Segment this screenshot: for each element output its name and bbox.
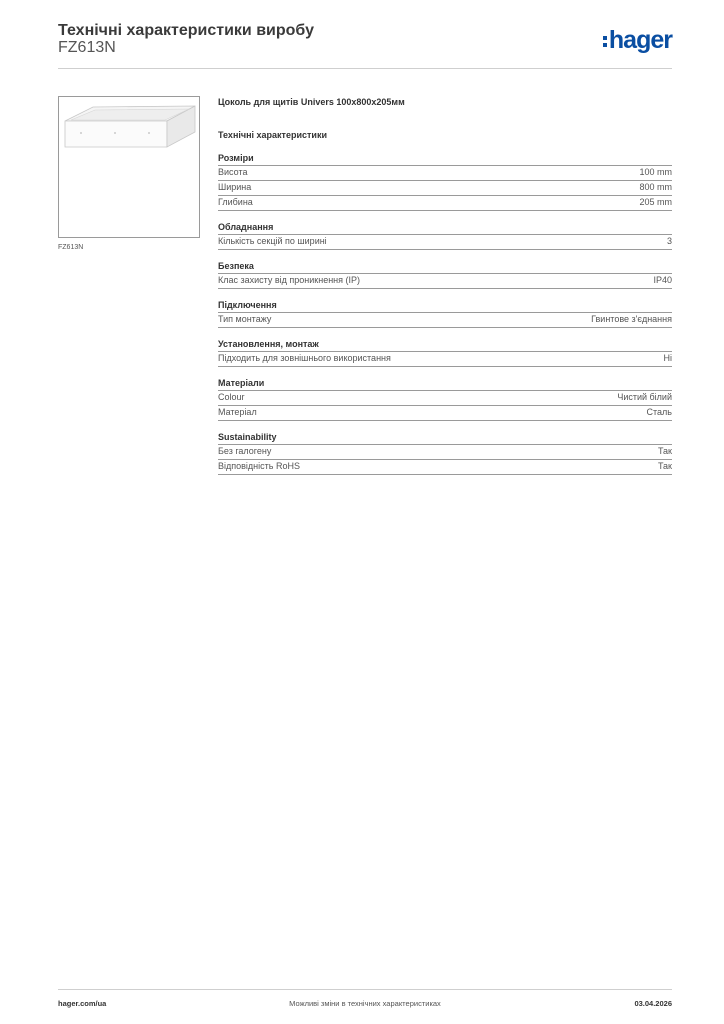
spec-value: 800 mm: [639, 182, 672, 192]
image-caption: FZ613N: [58, 244, 84, 251]
section-sustainability: [218, 431, 672, 475]
section-dimensions: [218, 152, 672, 211]
section-equipment: [218, 221, 672, 250]
section-title: Розміри: [218, 152, 672, 166]
logo-dots-icon: [603, 36, 607, 47]
section-title: Обладнання: [218, 221, 672, 235]
spec-value: Так: [657, 461, 672, 471]
spec-value: 3: [666, 236, 672, 246]
section-title: Sustainability: [218, 431, 672, 445]
spec-row: [218, 460, 672, 475]
section-title: Установлення, монтаж: [218, 338, 672, 352]
footer-date: 03.04.2026: [634, 999, 672, 1008]
spec-content: [218, 96, 672, 475]
spec-label: Без галогену: [218, 446, 272, 456]
spec-label: Відповідність RoHS: [218, 461, 300, 471]
spec-row: [218, 235, 672, 250]
spec-value: 100 mm: [639, 167, 672, 177]
section-title: Підключення: [218, 299, 672, 313]
spec-row: [218, 445, 672, 460]
spec-row: [218, 313, 672, 328]
spec-label: Клас захисту від проникнення (IP): [218, 275, 361, 285]
spec-value: Гвинтове з'єднання: [591, 314, 672, 324]
plinth-illustration: [59, 97, 199, 237]
spec-label: Підходить для зовнішнього використання: [218, 353, 391, 363]
section-connection: [218, 299, 672, 328]
spec-value: Ні: [663, 353, 672, 363]
page-title: Технічні характеристики виробу: [58, 22, 314, 39]
spec-row: [218, 391, 672, 406]
page-header: [58, 20, 672, 69]
footer-note: Можливі зміни в технічних характеристиках: [289, 999, 441, 1008]
spec-row: [218, 352, 672, 367]
spec-value: Чистий білий: [617, 392, 672, 402]
spec-row: [218, 181, 672, 196]
hager-logo: [603, 26, 672, 54]
spec-label: Тип монтажу: [218, 314, 272, 324]
product-name: Цоколь для щитів Univers 100x800x205мм: [218, 97, 405, 107]
spec-value: Так: [657, 446, 672, 456]
spec-row: [218, 166, 672, 181]
section-installation: [218, 338, 672, 367]
section-materials: [218, 377, 672, 421]
spec-value: Сталь: [646, 407, 672, 417]
spec-heading: Технічні характеристики: [218, 130, 327, 140]
section-safety: [218, 260, 672, 289]
spec-row: [218, 196, 672, 211]
logo-text: hager: [608, 26, 672, 54]
product-image: [58, 96, 200, 238]
spec-label: Висота: [218, 167, 248, 177]
section-title: Безпека: [218, 260, 672, 274]
spec-label: Матеріал: [218, 407, 257, 417]
spec-label: Ширина: [218, 182, 252, 192]
spec-row: [218, 406, 672, 421]
product-code: FZ613N: [58, 39, 116, 56]
spec-label: Colour: [218, 392, 245, 402]
spec-label: Глибина: [218, 197, 253, 207]
website-link[interactable]: hager.com/ua: [58, 999, 107, 1008]
section-title: Матеріали: [218, 377, 672, 391]
page-footer: [58, 989, 672, 1016]
spec-value: 205 mm: [639, 197, 672, 207]
spec-label: Кількість секцій по ширині: [218, 236, 327, 246]
spec-row: [218, 274, 672, 289]
spec-value: IP40: [653, 275, 672, 285]
